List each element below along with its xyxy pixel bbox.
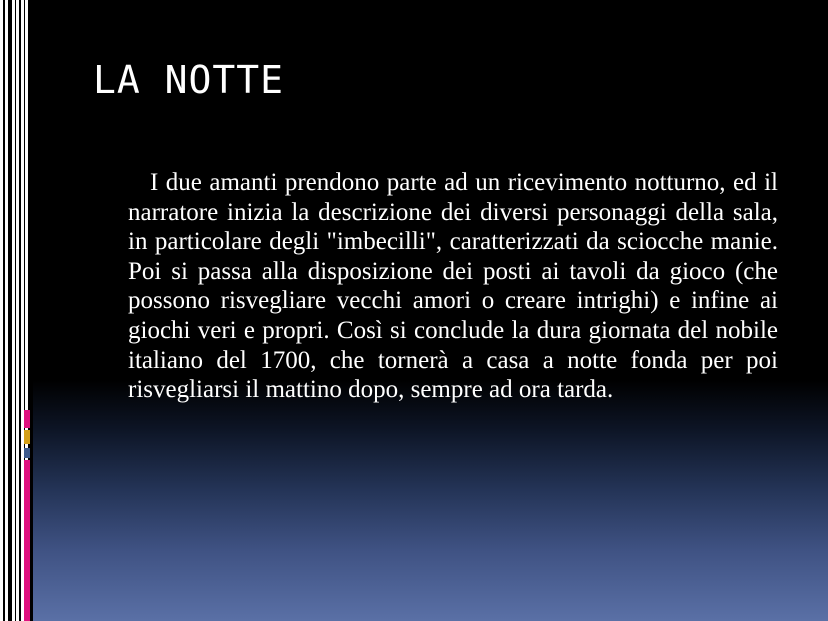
strip-line bbox=[3, 0, 5, 621]
strip-line bbox=[8, 0, 12, 621]
strip-line bbox=[19, 0, 21, 621]
slide-body-text: I due amanti prendono parte ad un ricevimento notturno, ed il narratore inizia la descrizione dei diversi personaggi della sala, in particolare degli "imbecilli", caratterizzati da sciocche manie. Poi si passa alla disposizione dei posti ai tavoli da gioco (che possono risvegliare vecchi amori o creare intrighi) e infine ai giochi veri e propri. Così si conclude la dura giornata del nobile italiano del 1700, che tornerà a casa a notte fonda per poi risvegliarsi il mattino dopo, sempre ad ora tarda. bbox=[128, 169, 778, 404]
accent-gold-block bbox=[24, 430, 30, 444]
accent-blue-block bbox=[24, 448, 30, 458]
accent-pink-block bbox=[24, 416, 30, 428]
strip-line bbox=[15, 0, 16, 621]
accent-pink-bar bbox=[24, 460, 30, 621]
left-decorative-strip bbox=[0, 0, 33, 621]
slide-title: LA NOTTE bbox=[93, 58, 285, 102]
